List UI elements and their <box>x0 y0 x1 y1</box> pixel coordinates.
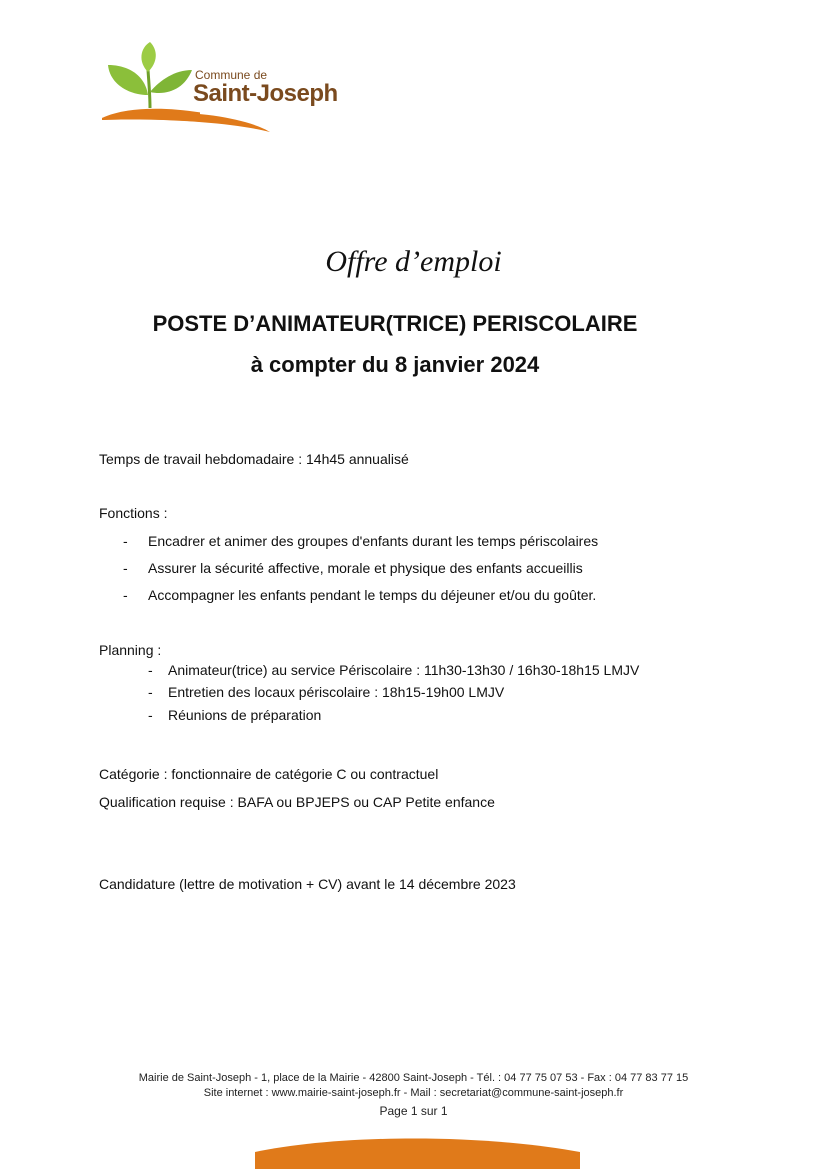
bullet-dash: - <box>123 587 128 603</box>
application-deadline: Candidature (lettre de motivation + CV) avant le 14 décembre 2023 <box>99 876 516 892</box>
qualification: Qualification requise : BAFA ou BPJEPS ou CAP Petite enfance <box>99 794 495 810</box>
working-hours: Temps de travail hebdomadaire : 14h45 annualisé <box>99 451 409 467</box>
function-item-3: Accompagner les enfants pendant le temps du déjeuner et/ou du goûter. <box>148 587 597 603</box>
function-item-2: Assurer la sécurité affective, morale et physique des enfants accueillis <box>148 560 583 576</box>
logo-line2: Saint-Joseph <box>193 80 338 107</box>
start-date: à compter du 8 janvier 2024 <box>250 352 540 377</box>
planning-item-2: Entretien des locaux périscolaire : 18h15-19h00 LMJV <box>168 684 505 700</box>
bullet-dash: - <box>123 533 128 549</box>
bullet-dash: - <box>148 707 153 723</box>
job-title: POSTE D’ANIMATEUR(TRICE) PERISCOLAIRE <box>152 311 638 336</box>
category: Catégorie : fonctionnaire de catégorie C ou contractuel <box>99 766 439 782</box>
footer-contact: Site internet : www.mairie-saint-joseph.fr - Mail : secretariat@commune-saint-joseph.fr <box>203 1087 624 1099</box>
bullet-dash: - <box>123 560 128 576</box>
bullet-dash: - <box>148 662 153 678</box>
page-number: Page 1 sur 1 <box>379 1104 448 1118</box>
planning-item-3: Réunions de préparation <box>168 707 322 723</box>
functions-label: Fonctions : <box>99 505 168 521</box>
footer-address: Mairie de Saint-Joseph - 1, place de la Mairie - 42800 Saint-Joseph - Tél. : 04 77 75 07 53 - Fax : 04 77 83 77 15 <box>138 1072 689 1084</box>
planning-label: Planning : <box>99 642 162 658</box>
logo-line1: Commune de <box>195 68 268 82</box>
commune-logo <box>100 40 340 140</box>
function-item-1: Encadrer et animer des groupes d'enfants durant les temps périscolaires <box>148 533 599 549</box>
bullet-dash: - <box>148 684 153 700</box>
offer-heading: Offre d’emploi <box>325 245 502 278</box>
footer-swoosh-icon <box>0 1128 827 1169</box>
planning-item-1: Animateur(trice) au service Périscolaire : 11h30-13h30 / 16h30-18h15 LMJV <box>168 662 640 678</box>
